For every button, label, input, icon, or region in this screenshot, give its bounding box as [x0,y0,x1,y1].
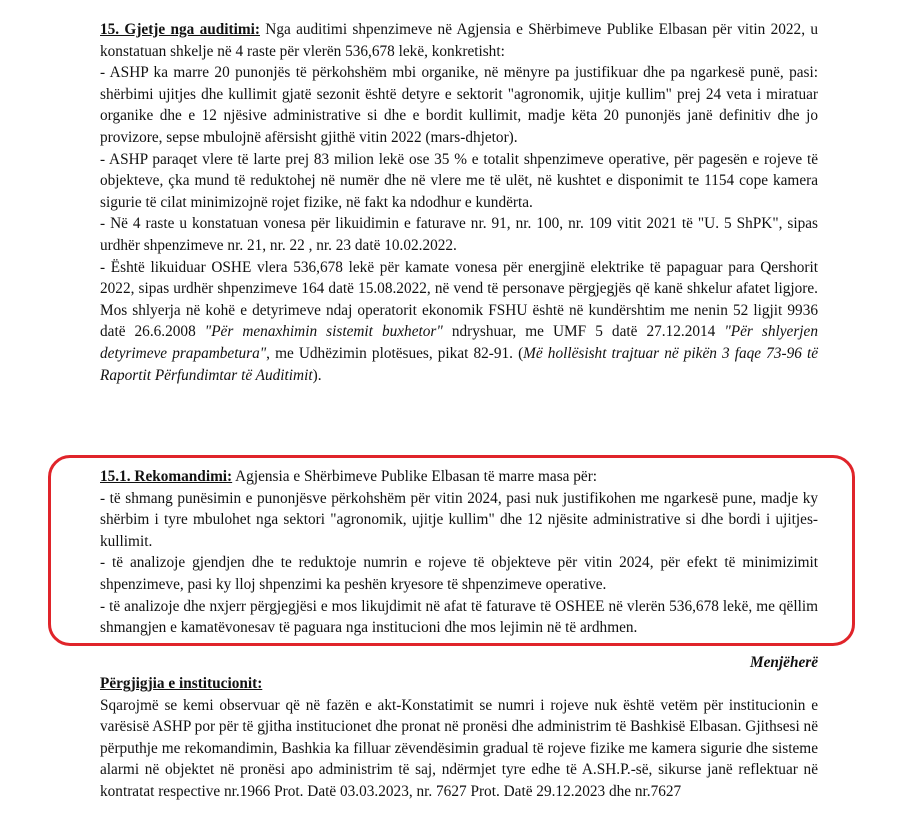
law-title: "Për menaxhimin sistemit buxhetor" [204,323,443,341]
response-heading: Përgjigjia e institucionit: [100,675,263,692]
recommendation-section [100,466,818,639]
finding-item [100,257,818,387]
finding-item: - ASHP paraqet vlere të larte prej 83 milion lekë ose 35 % e totalit shpenzimeve operative, për pagesën e rojeve të objekteve, çka mund të reduktohej në numër dhe në vlere me të ulët, në kushtet e disponimit te 1154 cope kamera sigurie të cilat minimizojnë rojet fizike, në fakt ka ndodhur e kundërta. [100,150,818,211]
findings-heading: 15. Gjetje nga auditimi: [100,21,260,38]
finding-text: ndryshuar, me UMF 5 datë 27.12.2014 [442,323,725,341]
recommendation-item: - të shmang punësimin e punonjësve përkohshëm për vitin 2024, pasi nuk justifikohen me ngarkesë pune, madje ky shërbim i tyre mbulohet nga sektori "agronomik, ujitje kullim" dhe 12 njësite administrative si dhe bordi i ujitjes-kullimit. [100,489,818,550]
report-reference: Më hollësisht trajtuar në pikën 3 faqe 73-96 të Raportit Përfundimtar të Auditimit [100,344,818,384]
institution-response-section [100,673,818,803]
audit-findings-section [100,19,818,386]
finding-text: - Është likuiduar OSHE vlera 536,678 lekë për kamate vonesa për energjinë elektrike të papaguar para Qershorit 2022, sipas urdhër shpenzimeve 164 datë 15.08.2022, në vend të personave përgjegjës që kanë shkelur afatet ligjore. Mos shlyerja në kohë e detyrimeve ndaj operatorit ekonomik FSHU është në kundërshtim me nenin 52 ligjit 9936 datë 26.6.2008 [100,258,818,341]
finding-text: , me Udhëzimin plotësues, pikat 82-91. ( [266,344,524,362]
findings-intro [100,19,818,62]
recommendation-intro-text: Agjensia e Shërbimeve Publike Elbasan të marre masa për: [232,468,598,485]
response-text: Sqarojmë se kemi observuar që në fazën e akt-Konstatimit se numri i rojeve nuk është vetëm për institucionin e varësisë ASHP por për të gjitha institucionet dhe pronat në pronësi dhe administrim të Bashkisë Elbasan. Gjithsesi në përputhje me rekomandimin, Bashkia ka filluar zëvendësimin gradual të rojeve fizike me kamera sigurie dhe sisteme alarmi në objektet në pronësi apo administrim të saj, ndërmjet tyre edhe të A.SH.P.-së, sikurse janë reflektuar në kontratat respective nr.1966 Prot. Datë 03.03.2023, nr. 7627 Prot. Datë 29.12.2023 dhe nr.7627 [100,696,818,800]
recommendation-item: - të analizoje dhe nxjerr përgjegjësi e mos likujdimit në afat të faturave të OSHEE në vlerën 536,678 lekë, me qëllim shmangjen e kamatëvonesav të paguara nga institucioni dhe mos lejimin në të ardhmen. [100,597,818,637]
law-title: "Për shlyerjen detyrimeve prapambetura" [100,323,818,362]
finding-text: ). [312,366,322,384]
finding-item: - ASHP ka marre 20 punonjës të përkohshëm mbi organike, në mënyre pa justifikuar dhe pa ngarkesë punë, pasi: shërbimi ujitjes dhe kullimit gjatë sezonit është detyre e sektorit "agronomik, ujitje kullim" prej 24 veta i miratuar organike dhe e 12 njësive administrative si dhe e bordit kullimit, madje këta 20 punonjës janë definitiv dhe jo provizore, sepse mbulojnë afërsisht gjithë vitin 2022 (mars-dhjetor). [100,64,818,146]
deadline-label: Menjëherë [750,654,818,671]
findings-intro-text: Nga auditimi shpenzimeve në Agjensia e Shërbimeve Publike Elbasan për vitin 2022, u konstatuan shkelje në 4 raste për vlerën 536,678 lekë, konkretisht: [100,21,818,60]
recommendation-heading: 15.1. Rekomandimi: [100,468,233,485]
recommendation-item: - të analizoje gjendjen dhe te reduktoje numrin e rojeve të objekteve për vitin 2024, për efekt të minimizimit shpenzimeve, pasi ky lloj shpenzimi ka peshën kryesore të shpenzimeve operative. [100,554,818,593]
recommendation-intro [100,466,818,488]
finding-item: - Në 4 raste u konstatuan vonesa për likuidimin e faturave nr. 91, nr. 100, nr. 109 vitit 2021 të "U. 5 ShPK", sipas urdhër shpenzimeve nr. 21, nr. 22 , nr. 23 datë 10.02.2022. [100,215,818,254]
